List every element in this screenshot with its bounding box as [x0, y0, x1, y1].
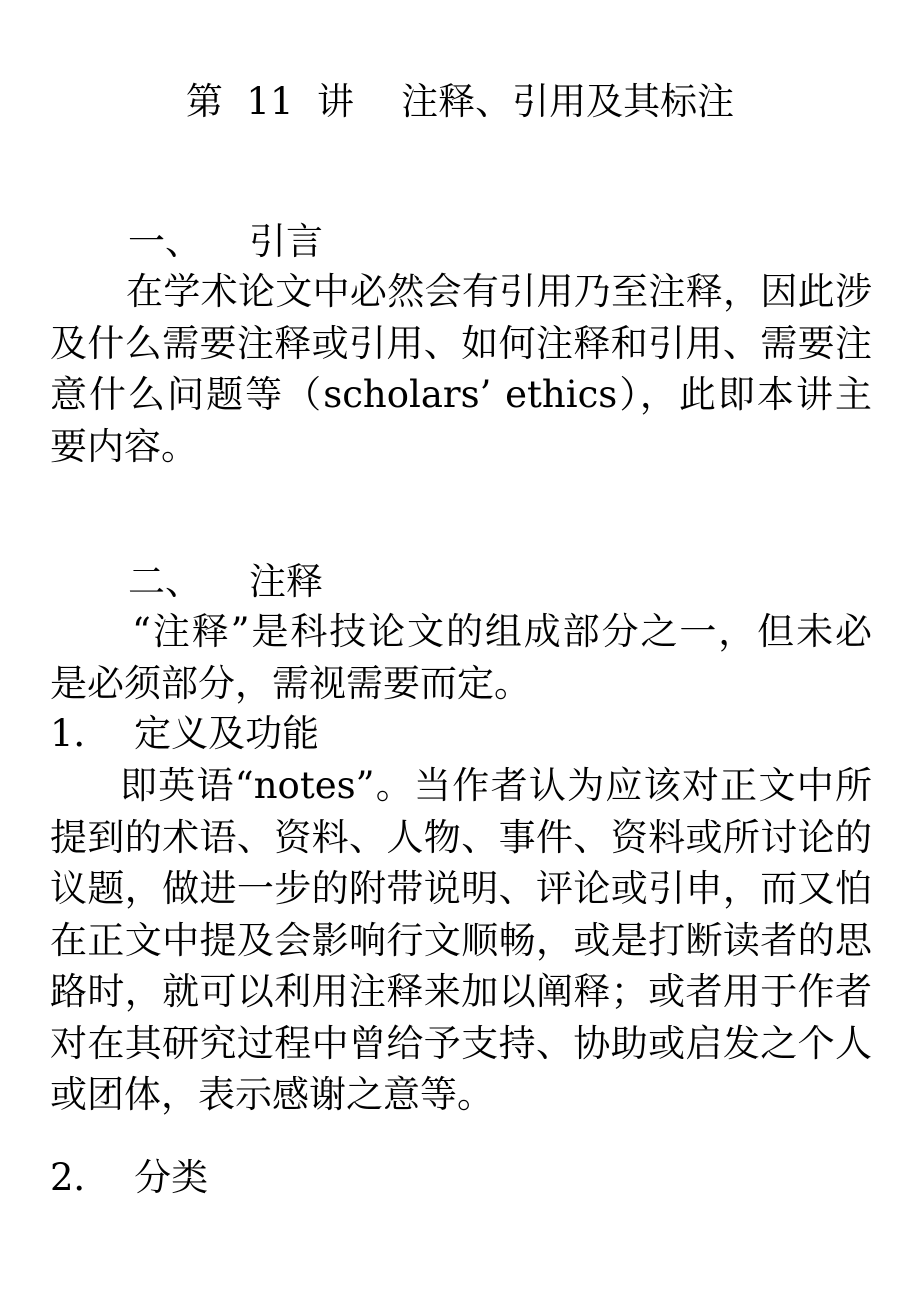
subsection-heading-classification: 2． 分类 [50, 1156, 209, 1199]
section-heading-notes: 二、 注释 [128, 560, 324, 603]
paragraph-notes-intro: “注释”是科技论文的组成部分之一，但未必是必须部分，需视需要而定。 [50, 610, 872, 705]
section-heading-introduction: 一、 引言 [128, 220, 324, 263]
paragraph-introduction: 在学术论文中必然会有引用乃至注释，因此涉及什么需要注释或引用、如何注释和引用、需要注意什么问题等（scholars’ ethics），此即本讲主要内容。 [50, 270, 872, 468]
page-title: 第 11 讲 注释、引用及其标注 [185, 80, 735, 123]
subsection-heading-definition: 1． 定义及功能 [50, 712, 320, 755]
paragraph-definition: 即英语“notes”。当作者认为应该对正文中所提到的术语、资料、人物、事件、资料或所讨论的议题，做进一步的附带说明、评论或引申，而又怕在正文中提及会影响行文顺畅，或是打断读者的思路时，就可以利用注释来加以阐释；或者用于作者对在其研究过程中曾给予支持、协助或启发之个人或团体，表示感谢之意等。 [50, 764, 872, 1116]
